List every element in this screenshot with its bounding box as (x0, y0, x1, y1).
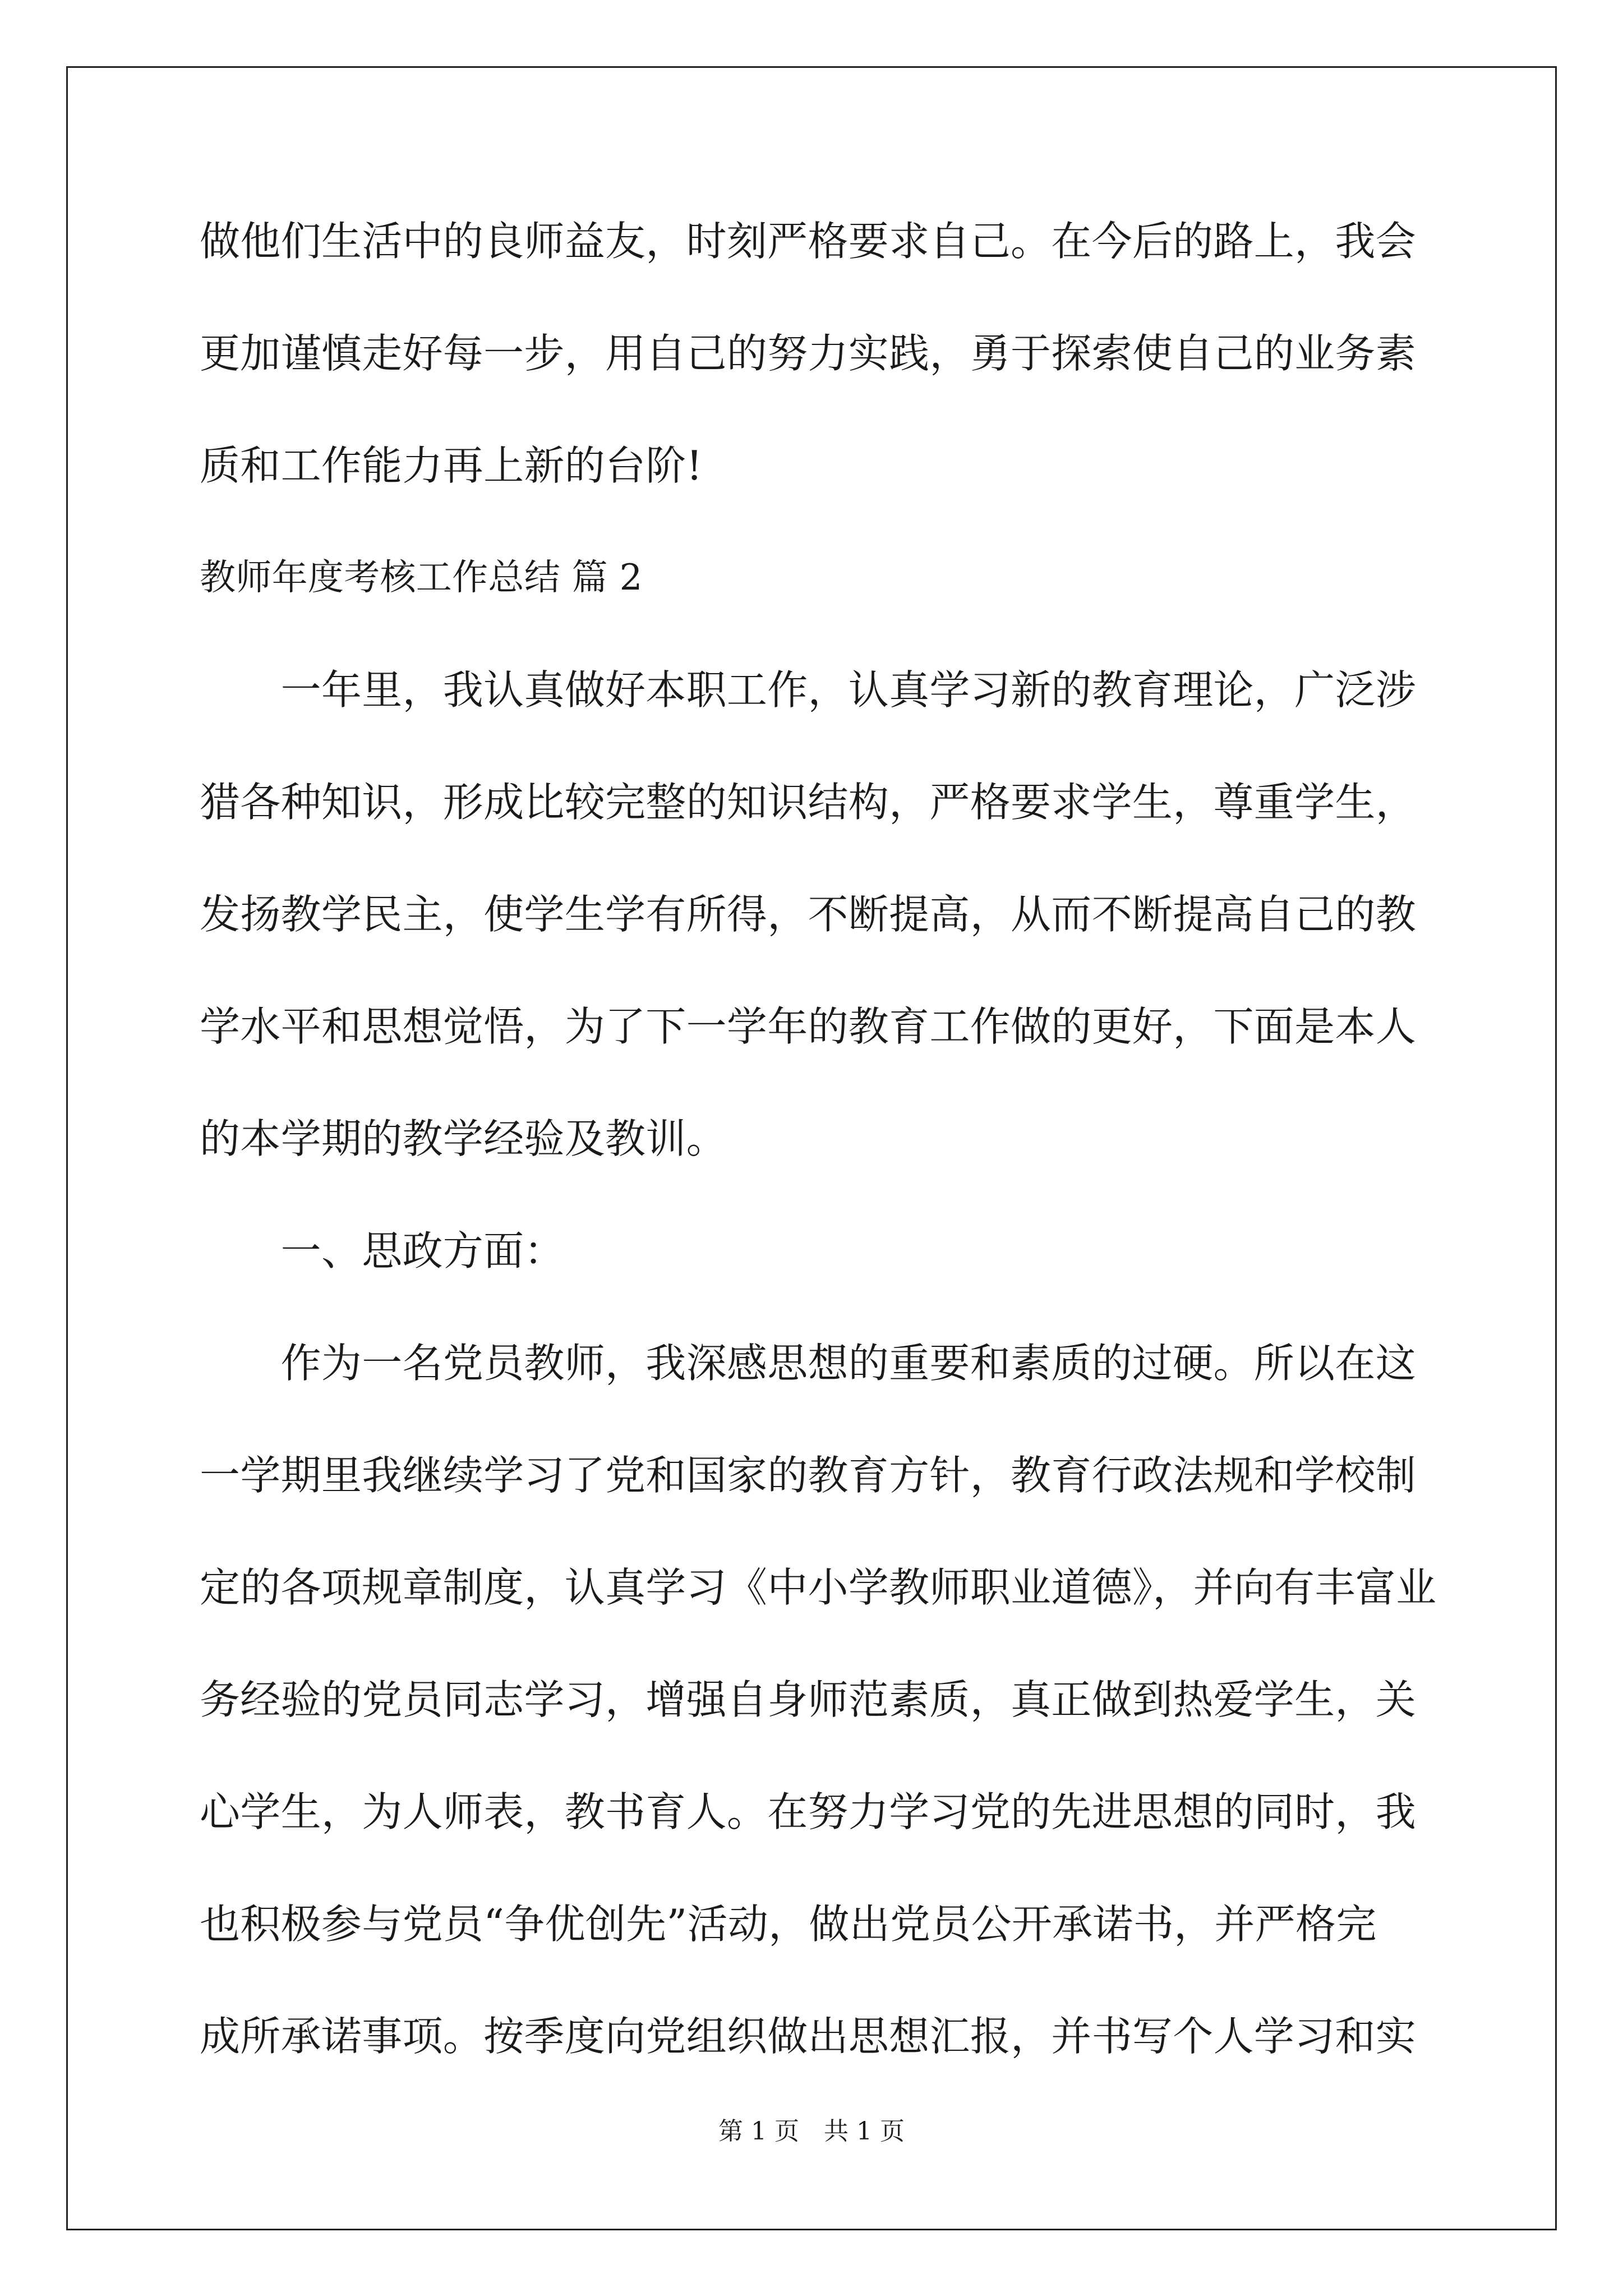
page-footer: 第 1 页 共 1 页 (718, 2117, 905, 2146)
text-line: 一学期里我继续学习了党和国家的教育方针，教育行政法规和学校制 (200, 1452, 1417, 1499)
subheading-line: 一、思政方面： (200, 1227, 565, 1274)
text-line: 务经验的党员同志学习，增强自身师范素质，真正做到热爱学生，关 (200, 1676, 1417, 1723)
text-line: 的本学期的教学经验及教训。 (200, 1115, 727, 1162)
document-body (200, 213, 1439, 2064)
section-heading: 教师年度考核工作总结 篇 2 (200, 557, 643, 599)
text-line: 定的各项规章制度，认真学习《中小学教师职业道德》，并向有丰富业 (200, 1564, 1437, 1611)
text-line: 作为一名党员教师，我深感思想的重要和素质的过硬。所以在这 (200, 1340, 1417, 1387)
text-line: 一年里，我认真做好本职工作，认真学习新的教育理论，广泛涉 (200, 666, 1417, 714)
text-line: 质和工作能力再上新的台阶! (200, 442, 703, 489)
text-line: 学水平和思想觉悟，为了下一学年的教育工作做的更好，下面是本人 (200, 1003, 1417, 1050)
text-line: 心学生，为人师表，教书育人。在努力学习党的先进思想的同时，我 (200, 1788, 1417, 1835)
text-line: 更加谨慎走好每一步，用自己的努力实践，勇于探索使自己的业务素 (200, 330, 1417, 377)
text-line: 也积极参与党员“争优创先”活动，做出党员公开承诺书，并严格完 (200, 1901, 1377, 1948)
text-line: 成所承诺事项。按季度向党组织做出思想汇报，并书写个人学习和实 (200, 2013, 1417, 2060)
text-line: 做他们生活中的良师益友，时刻严格要求自己。在今后的路上，我会 (200, 218, 1417, 265)
text-line: 发扬教学民主，使学生学有所得，不断提高，从而不断提高自己的教 (200, 891, 1417, 938)
text-line: 猎各种知识，形成比较完整的知识结构，严格要求学生，尊重学生， (200, 779, 1417, 826)
